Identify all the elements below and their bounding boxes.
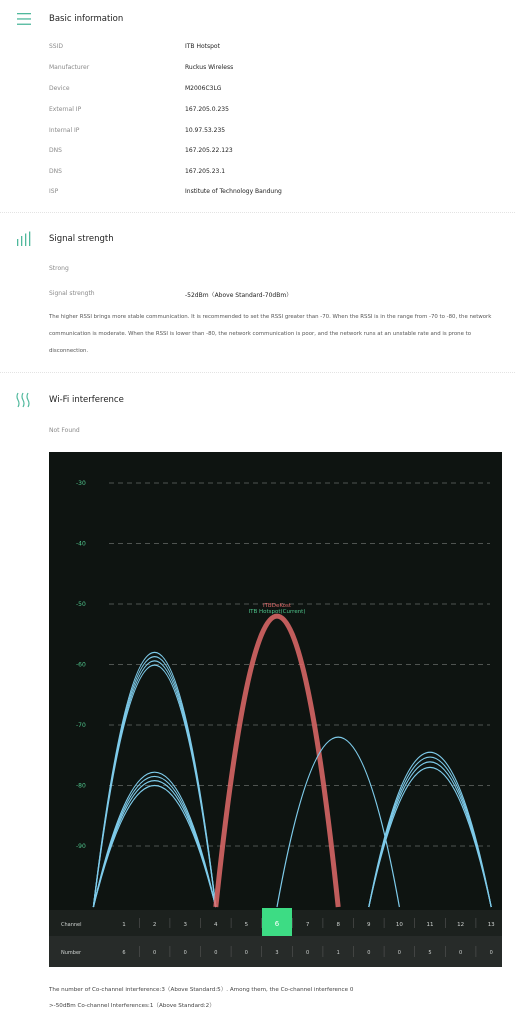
channel-count: 5 bbox=[428, 950, 432, 956]
channel-count: 1 bbox=[336, 950, 340, 956]
y-tick-label: -60 bbox=[76, 661, 86, 669]
channel-number: 12 bbox=[457, 922, 465, 928]
info-label: Internal IP bbox=[49, 127, 80, 134]
info-value: Institute of Technology Bandung bbox=[185, 188, 282, 195]
channel-number: 11 bbox=[426, 922, 434, 928]
signal-strength-title: Signal strength bbox=[49, 234, 114, 244]
info-label: Device bbox=[49, 85, 70, 92]
channel-count: 0 bbox=[244, 950, 248, 956]
info-label: External IP bbox=[49, 106, 82, 113]
number-label: Number bbox=[61, 950, 82, 956]
interference-chart-svg bbox=[49, 452, 502, 967]
network-arc bbox=[277, 737, 399, 907]
wifi-interference-title: Wi-Fi interference bbox=[49, 395, 124, 405]
interference-footer-line2: >-50dBm Co-channel Interferences:1（Above Standard:2） bbox=[49, 1003, 215, 1009]
info-value: 167.205.0.235 bbox=[185, 106, 229, 113]
section-divider bbox=[0, 372, 515, 373]
current-network-arc bbox=[216, 616, 338, 907]
section-divider bbox=[0, 212, 515, 213]
channel-number: 9 bbox=[367, 922, 371, 928]
channel-count: 0 bbox=[459, 950, 463, 956]
info-value: ITB Hotspot bbox=[185, 43, 220, 50]
signal-strength-label: Signal strength bbox=[49, 290, 95, 297]
interference-chart bbox=[49, 452, 502, 967]
info-value: 167.205.23.1 bbox=[185, 168, 226, 175]
channel-number: 7 bbox=[305, 922, 310, 928]
channel-count: 3 bbox=[275, 950, 279, 956]
channel-count: 0 bbox=[183, 950, 187, 956]
interference-footer-line1: The number of Co-channel interference:3（Above Standard:5）. Among them, the Co-channel interference 0 bbox=[49, 987, 354, 993]
channel-number: 3 bbox=[183, 922, 187, 928]
info-label: Manufacturer bbox=[49, 64, 90, 71]
y-tick-label: -40 bbox=[76, 540, 86, 548]
info-value: Ruckus Wireless bbox=[185, 64, 234, 71]
signal-strength-word: Strong bbox=[49, 265, 69, 272]
basic-information-title: Basic information bbox=[49, 14, 124, 24]
signal-strength-value: -52dBm（Above Standard-70dBm） bbox=[185, 292, 293, 299]
channel-count: 0 bbox=[489, 950, 493, 956]
info-value: 167.205.22.123 bbox=[185, 147, 233, 154]
channel-number: 13 bbox=[487, 922, 495, 928]
interference-status: Not Found bbox=[49, 427, 80, 434]
channel-number: 5 bbox=[244, 922, 249, 928]
info-label: ISP bbox=[49, 188, 59, 195]
info-value: M2006C3LG bbox=[185, 85, 222, 92]
info-label: DNS bbox=[49, 147, 62, 154]
channel-number: 2 bbox=[152, 922, 157, 928]
channel-number: 1 bbox=[122, 922, 126, 928]
info-label: SSID bbox=[49, 43, 64, 50]
interference-waves-icon bbox=[15, 391, 33, 409]
signal-description: The higher RSSI brings more stable communication. It is recommended to set the RSSI greater than -70. When the RSSI is in the range from -70 to -80, the network communication is moderate. When the RSSI is lower than -80, the network communication is poor, and the network runs at an unstable rate and is prone to disconnection. bbox=[49, 314, 492, 354]
current-network-label: ITB Hotspot(Current) bbox=[248, 609, 306, 616]
y-tick-label: -30 bbox=[76, 480, 86, 487]
channel-count: 0 bbox=[306, 950, 310, 956]
channel-label: Channel bbox=[61, 922, 82, 928]
channel-number: 10 bbox=[395, 922, 403, 928]
info-value: 10.97.53.235 bbox=[185, 127, 226, 134]
network-label: ITBDeKost bbox=[262, 603, 292, 610]
info-label: DNS bbox=[49, 168, 62, 175]
channel-count: 0 bbox=[214, 950, 218, 956]
network-arc bbox=[369, 767, 491, 907]
y-tick-label: -80 bbox=[76, 782, 86, 790]
y-tick-label: -90 bbox=[76, 843, 86, 850]
menu-icon bbox=[15, 10, 33, 28]
channel-number: 6 bbox=[274, 920, 280, 928]
channel-count: 0 bbox=[153, 950, 157, 956]
y-tick-label: -50 bbox=[76, 601, 86, 608]
channel-count: 0 bbox=[367, 950, 371, 956]
y-tick-label: -70 bbox=[76, 722, 86, 729]
channel-count: 0 bbox=[397, 950, 401, 956]
signal-bars-icon bbox=[15, 230, 33, 248]
channel-number: 8 bbox=[336, 922, 340, 928]
channel-number: 4 bbox=[214, 922, 218, 928]
channel-count: 6 bbox=[122, 950, 126, 956]
